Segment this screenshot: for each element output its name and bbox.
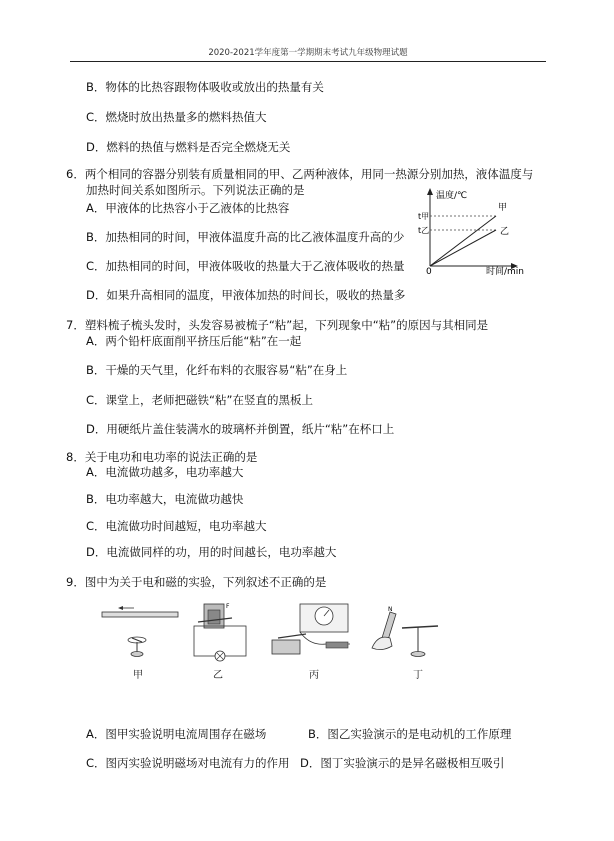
t-yi-label: t乙: [418, 226, 430, 235]
q6-stem-line1: 6．两个相同的容器分别装有质量相同的甲、乙两种液体，用同一热源分别加热，液体温度与: [66, 167, 534, 181]
origin-label: 0: [426, 267, 432, 276]
q6-option-d: D．如果升高相同的温度，甲液体加热的时间长，吸收的热量多: [86, 288, 406, 302]
q7-stem: 7．塑料梳子梳头发时，头发容易被梳子“粘”起，下列现象中“粘”的原因与其相同是: [66, 318, 489, 332]
x-axis-label: 时间/min: [486, 267, 525, 276]
q9-figure-ding: [368, 604, 448, 662]
compass-needle: [132, 638, 142, 642]
line-yi-label: 乙: [500, 227, 510, 237]
q8-option-a: A．电流做功越多，电功率越大: [86, 465, 244, 479]
q7-option-b: B．干燥的天气里，化纤布料的衣服容易“粘”在身上: [86, 363, 348, 377]
q9-stem: 9．图中为关于电和磁的实验，下列叙述不正确的是: [66, 575, 327, 589]
magnet-pole-label: N: [388, 606, 393, 613]
q8-option-b: B．电功率越大，电流做功越快: [86, 492, 244, 506]
magnetic-needle: [402, 626, 438, 628]
page-header: 2020-2021学年度第一学期期末考试九年级物理试题: [208, 48, 408, 58]
current-arrowhead: [118, 606, 123, 610]
q9-figure-label-ding: 丁: [413, 670, 423, 681]
q7-option-c: C．课堂上，老师把磁铁“粘”在竖直的黑板上: [86, 393, 313, 407]
magnet-block: [272, 640, 300, 654]
y-axis-label: 温度/℃: [436, 191, 468, 201]
line-jia: [430, 216, 496, 266]
q7-option-a: A．两个铅杆底面削平挤压后能“粘”在一起: [86, 334, 302, 348]
line-jia-label: 甲: [498, 203, 508, 213]
bar-magnet: [382, 612, 396, 640]
y-axis-arrow: [427, 188, 433, 195]
wire: [102, 612, 178, 617]
q9-figure-bing: [270, 600, 356, 662]
t-jia-label: t甲: [418, 212, 430, 221]
q5-option-d: D．燃料的热值与燃料是否完全燃烧无关: [86, 140, 291, 154]
q9-figure-yi: [190, 600, 265, 662]
q9-option-c: C．图丙实验说明磁场对电流有力的作用: [86, 756, 290, 770]
q5-option-c: C．燃烧时放出热量多的燃料热值大: [86, 110, 267, 124]
q9-figure-label-yi: 乙: [213, 670, 223, 681]
q9-option-a: A．图甲实验说明电流周围存在磁场: [86, 727, 267, 741]
line-yi: [430, 230, 496, 266]
compass-base: [131, 652, 143, 657]
q6-option-a: A．甲液体的比热容小于乙液体的比热容: [86, 201, 290, 215]
q8-option-c: C．电流做功时间越短，电功率越大: [86, 519, 267, 533]
q6-stem-line2: 加热时间关系如图所示。下列说法正确的是: [86, 183, 305, 197]
q7-option-d: D．用硬纸片盖住装满水的玻璃杯并倒置，纸片“粘”在杯口上: [86, 422, 395, 436]
header-rule: [70, 61, 546, 62]
q8-stem: 8．关于电功和电功率的说法正确的是: [66, 450, 258, 464]
q9-figure-label-bing: 丙: [309, 670, 319, 681]
q6-temperature-time-graph: [410, 186, 550, 276]
force-label: F: [226, 603, 230, 610]
switch: [326, 642, 348, 648]
q8-option-d: D．电流做同样的功，用的时间越长，电功率越大: [86, 545, 337, 559]
magnet-core: [208, 610, 220, 624]
q5-option-b: B．物体的比热容跟物体吸收或放出的热量有关: [86, 80, 324, 94]
q9-option-b: B．图乙实验演示的是电动机的工作原理: [308, 727, 512, 741]
q6-option-b: B．加热相同的时间，甲液体温度升高的比乙液体温度升高的少: [86, 230, 405, 244]
hand: [372, 637, 392, 649]
q6-option-c: C．加热相同的时间，甲液体吸收的热量大于乙液体吸收的热量: [86, 259, 405, 273]
q9-figure-jia: [100, 604, 180, 662]
q9-figure-label-jia: 甲: [133, 670, 143, 681]
q9-option-d: D．图丁实验演示的是异名磁极相互吸引: [300, 756, 505, 770]
needle-base: [411, 652, 425, 657]
